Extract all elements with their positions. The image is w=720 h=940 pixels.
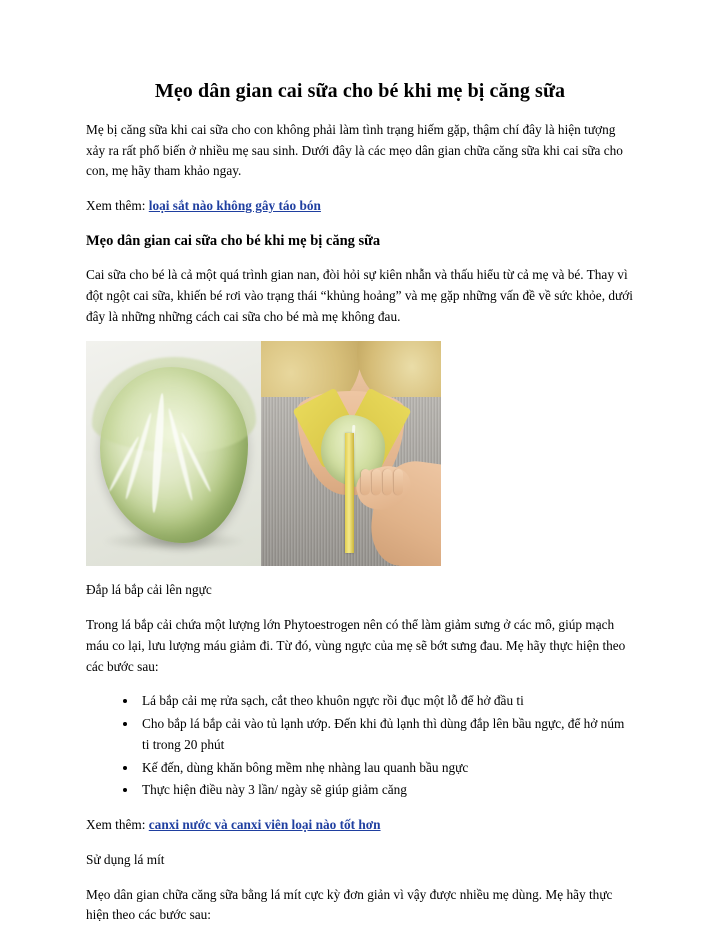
sweater-zipper xyxy=(345,433,354,553)
closing-paragraph: Mẹo dân gian chữa căng sữa bằng lá mít cực kỳ đơn giản vì vậy được nhiều mẹ dùng. Mẹ hãy thực hiện theo các bước sau: xyxy=(86,886,613,923)
see-more-label-1: Xem thêm: xyxy=(86,198,149,214)
subsection-label: Sử dụng lá mít xyxy=(86,851,165,867)
body-paragraph: Trong lá bắp cải chứa một lượng lớn Phytoestrogen nên có thể làm giảm sưng ở các mô, giúp mạch máu co lại, lưu lượng máu giảm đi. Từ đó, vùng ngực của mẹ sẽ bớt sưng đau. Mẹ hãy thực hiện theo các bước sau: xyxy=(86,617,626,674)
section-heading: Mẹo dân gian cai sữa cho bé khi mẹ bị căng sữa xyxy=(86,232,381,249)
figure-images xyxy=(86,341,441,566)
list-item: • Kế đến, dùng khăn bông mềm nhẹ nhàng lau quanh bầu ngực xyxy=(138,758,634,779)
see-more-link-2[interactable]: canxi nước và canxi viên loại nào tốt hơn xyxy=(148,817,381,833)
list-item: • Thực hiện điều này 3 lần/ ngày sẽ giúp giảm căng xyxy=(138,780,634,801)
woman-cabbage-leaf-photo xyxy=(261,341,441,566)
list-item: • Lá bắp cải mẹ rửa sạch, cắt theo khuôn ngực rồi đục một lỗ để hở đầu ti xyxy=(138,691,634,712)
see-more-link-1[interactable]: loại sắt nào không gây táo bón xyxy=(148,198,321,214)
steps-list xyxy=(86,691,634,801)
document-content xyxy=(86,78,634,940)
list-item: • Cho bắp lá bắp cải vào tủ lạnh ướp. Đến khi đủ lạnh thì dùng đắp lên bầu ngực, để hở núm ti trong 20 phút xyxy=(138,714,634,755)
section-paragraph: Cai sữa cho bé là cả một quá trình gian nan, đòi hỏi sự kiên nhẫn và thấu hiểu từ cả mẹ và bé. Thay vì đột ngột cai sữa, khiến bé rơi vào trạng thái “khủng hoảng” và mẹ gặp những vấn đề về sức khỏe, dưới đây là những những cách cai sữa cho bé mà mẹ không đau. xyxy=(86,267,633,324)
cabbage-photo xyxy=(86,341,261,566)
woman-fingers xyxy=(361,469,407,485)
figure-caption: Đắp lá bắp cải lên ngực xyxy=(86,582,212,598)
page-title: Mẹo dân gian cai sữa cho bé khi mẹ bị căng sữa xyxy=(154,80,566,102)
intro-paragraph: Mẹ bị căng sữa khi cai sữa cho con không phải làm tình trạng hiếm gặp, thậm chí đây là hiện tượng xảy ra rất phổ biến ở nhiều mẹ sau sinh. Dưới đây là các mẹo dân gian chữa căng sữa khi cai sữa cho con, mẹ hãy tham khảo ngay. xyxy=(86,122,623,179)
see-more-line-2 xyxy=(86,815,634,836)
see-more-line-1 xyxy=(86,196,634,217)
see-more-label-2: Xem thêm: xyxy=(86,817,149,833)
